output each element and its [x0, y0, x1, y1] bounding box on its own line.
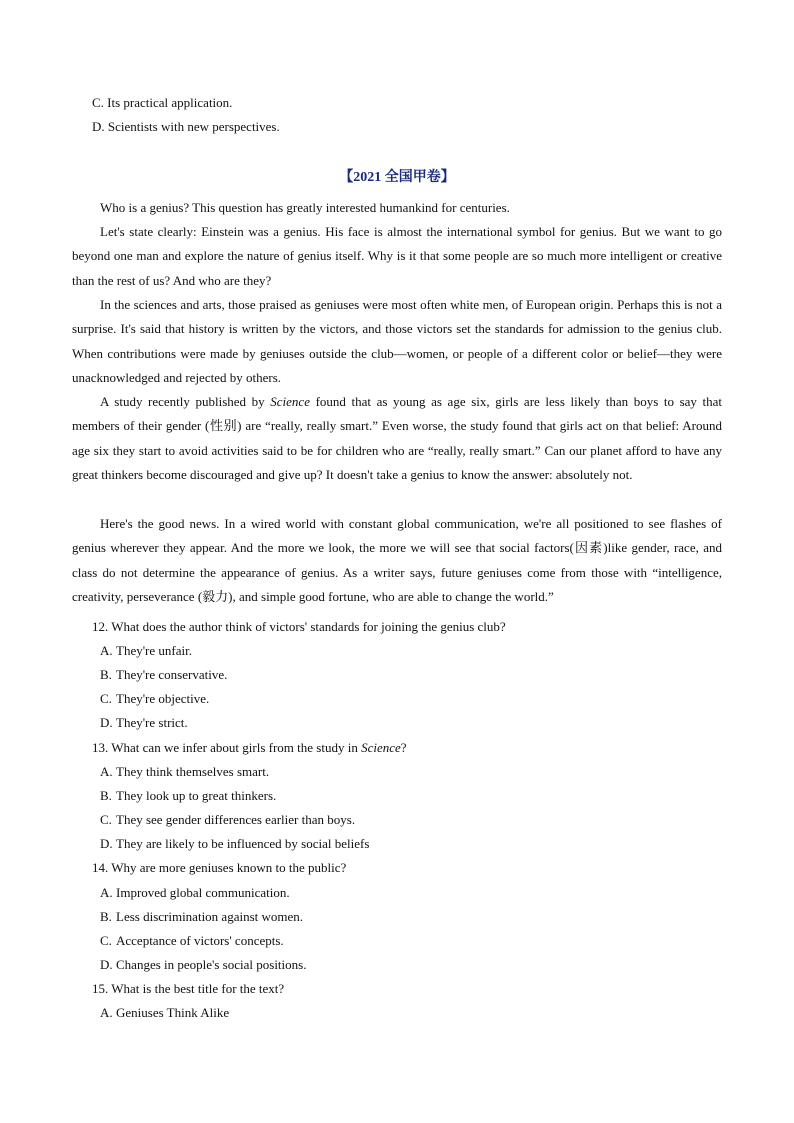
question-12-option-b[interactable] — [100, 666, 227, 684]
option-label: D. — [100, 957, 113, 972]
option-text: Changes in people's social positions. — [116, 957, 307, 972]
question-12-stem: 12. What does the author think of victors' standards for joining the genius club? — [92, 619, 506, 634]
question-14-option-a[interactable] — [100, 884, 290, 902]
option-label: C. — [100, 933, 112, 948]
passage-paragraph-4 — [72, 390, 722, 488]
option-text: They are likely to be influenced by social beliefs — [116, 836, 370, 851]
question-14-option-b[interactable] — [100, 908, 303, 926]
question-13-journal: Science — [361, 740, 401, 755]
prev-option-c: C. Its practical application. — [92, 95, 233, 110]
option-label: D. — [100, 836, 113, 851]
option-label: A. — [100, 1005, 113, 1020]
option-text: They're objective. — [116, 691, 210, 706]
option-label: C. — [100, 812, 112, 827]
option-text: They're strict. — [116, 715, 188, 730]
paragraph-4-before: A study recently published by — [100, 394, 271, 409]
section-heading: 【2021 全国甲卷】 — [339, 170, 455, 185]
prev-option-d: D. Scientists with new perspectives. — [92, 119, 280, 134]
option-text: Improved global communication. — [116, 885, 290, 900]
option-text: They're unfair. — [116, 643, 192, 658]
passage-paragraph-2: Let's state clearly: Einstein was a genius. His face is almost the international symbol for genius. But we want to go beyond one man and explore the nature of genius itself. Why is it that some people are so much more intelligent or creative than the rest of us? And who are they? — [72, 224, 722, 288]
question-13-stem-after: ? — [400, 740, 407, 755]
option-text: They see gender differences earlier than boys. — [116, 812, 356, 827]
question-14-option-c[interactable] — [100, 932, 284, 950]
question-14-stem: 14. Why are more geniuses known to the public? — [92, 860, 347, 875]
option-label: D. — [100, 715, 113, 730]
option-text: Less discrimination against women. — [116, 909, 304, 924]
option-label: B. — [100, 667, 112, 682]
question-14-option-d[interactable] — [100, 956, 306, 974]
option-label: A. — [100, 764, 113, 779]
question-12-option-d[interactable] — [100, 714, 188, 732]
question-13-stem — [92, 739, 407, 757]
question-15-option-a[interactable] — [100, 1004, 229, 1022]
question-13-stem-before: 13. What can we infer about girls from the study in — [92, 740, 362, 755]
question-13-option-d[interactable] — [100, 835, 369, 853]
passage-paragraph-3: In the sciences and arts, those praised as geniuses were most often white men, of European origin. Perhaps this is not a surprise. It's said that history is written by the victors, and those victors set the standards for admission to the genius club. When contributions were made by geniuses outside the club—women, or people of a different color or belief—they were unacknowledged and rejected by others. — [72, 297, 722, 386]
option-text: Geniuses Think Alike — [116, 1005, 230, 1020]
option-text: They look up to great thinkers. — [116, 788, 277, 803]
passage-paragraph-5: Here's the good news. In a wired world with constant global communication, we're all positioned to see flashes of genius wherever they appear. And the more we look, the more we will see that social factors(因素)like gender, race, and class do not determine the appearance of genius. As a writer says, future geniuses come from those with “intelligence, creativity, perseverance (毅力), and simple good fortune, who are able to change the world.” — [72, 516, 722, 605]
option-label: B. — [100, 788, 112, 803]
question-13-option-a[interactable] — [100, 763, 269, 781]
question-12-option-a[interactable] — [100, 642, 192, 660]
option-label: C. — [100, 691, 112, 706]
option-text: They think themselves smart. — [116, 764, 270, 779]
paragraph-4-after: found that as young as age six, girls are less likely than boys to say that members of their gender (性别) are “really, really smart.” Even worse, the study found that girls act on that belief: Around age six they start to avoid activities said to be for children who are “really, really smart.” Can our planet afford to have any great thinkers become discouraged and give up? It doesn't take a genius to know the answer: absolutely not. — [72, 394, 722, 483]
passage-paragraph-1: Who is a genius? This question has greatly interested humankind for centuries. — [100, 200, 510, 215]
question-13-option-b[interactable] — [100, 787, 276, 805]
option-text: They're conservative. — [116, 667, 228, 682]
option-label: A. — [100, 643, 113, 658]
option-text: Acceptance of victors' concepts. — [116, 933, 284, 948]
journal-name: Science — [270, 394, 310, 409]
option-label: B. — [100, 909, 112, 924]
option-label: A. — [100, 885, 113, 900]
question-13-option-c[interactable] — [100, 811, 355, 829]
question-12-option-c[interactable] — [100, 690, 209, 708]
question-15-stem: 15. What is the best title for the text? — [92, 981, 285, 996]
